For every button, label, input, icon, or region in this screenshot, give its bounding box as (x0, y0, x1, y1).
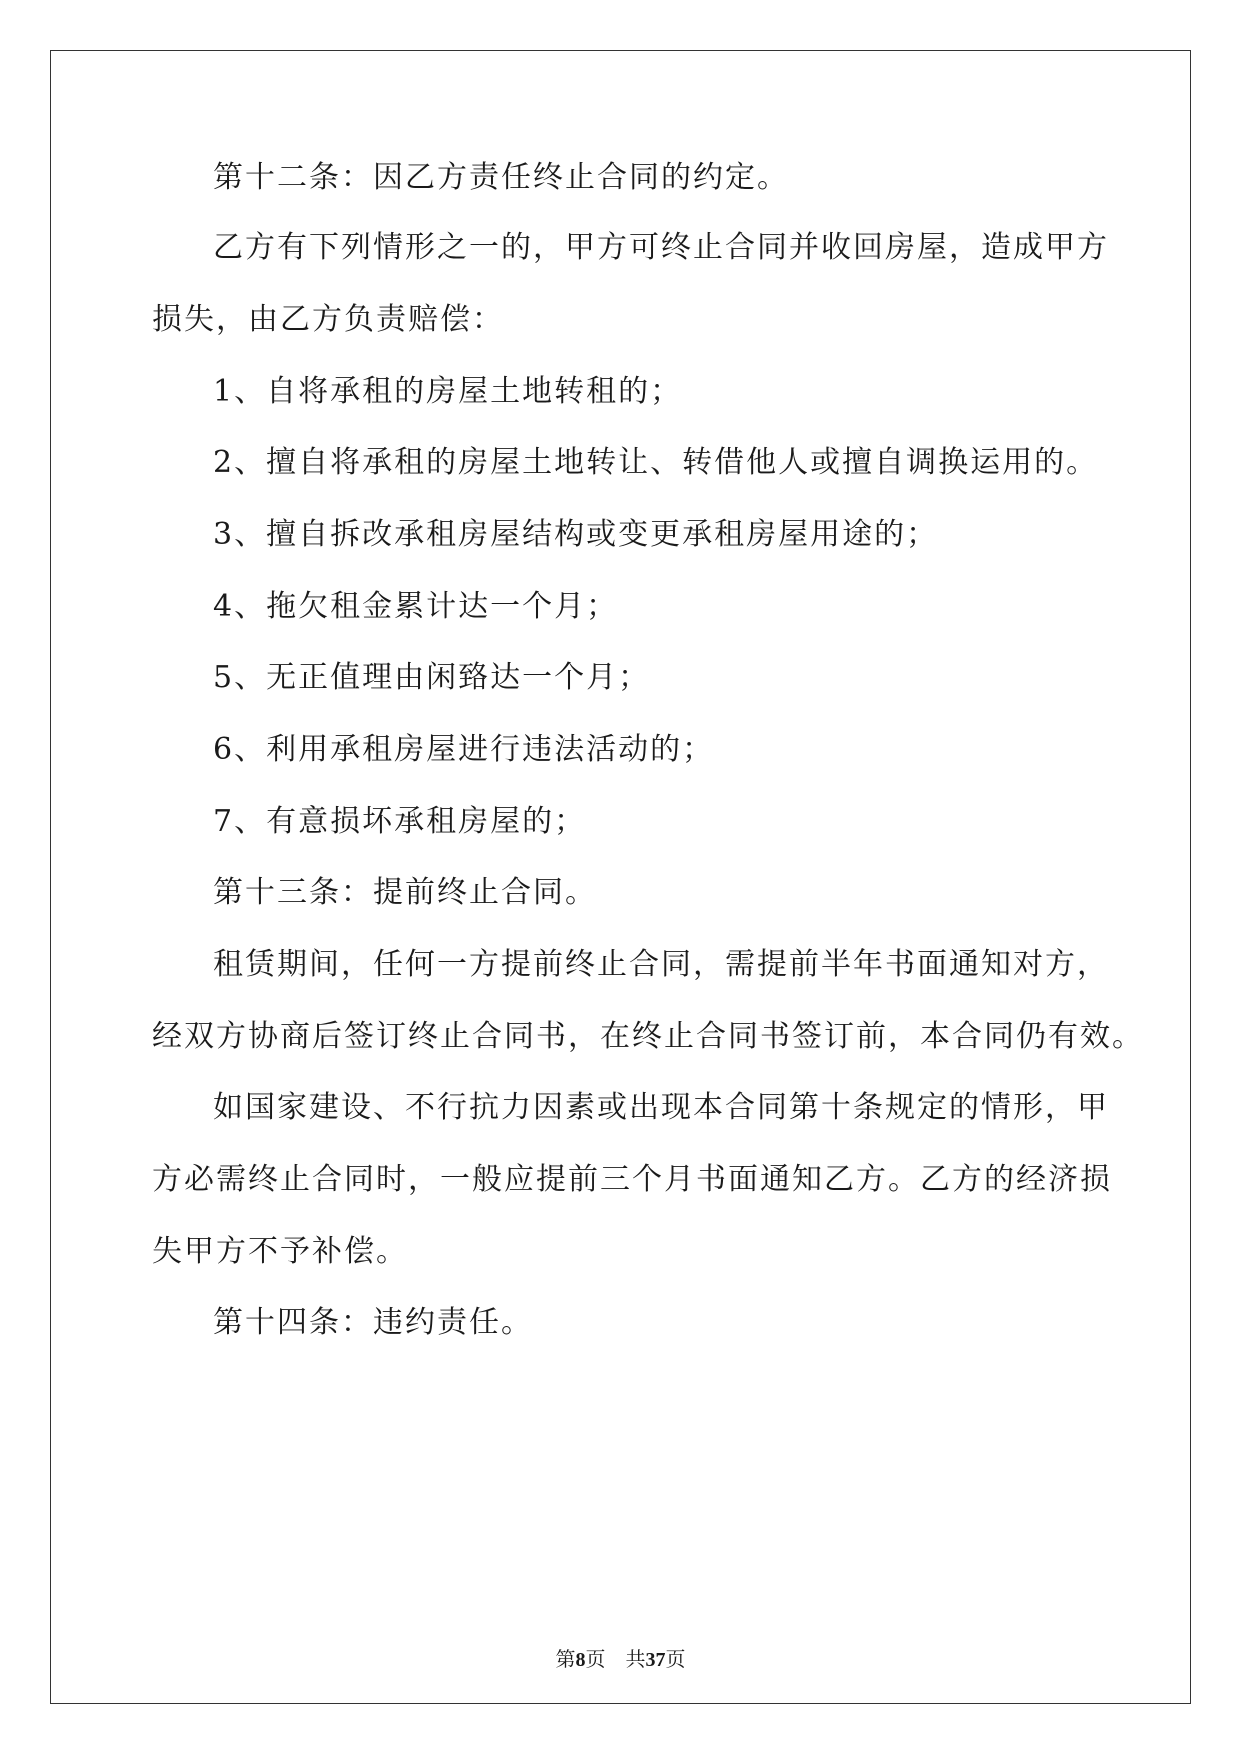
list-item-5: 5、无正值理由闲臵达一个月； (213, 660, 651, 695)
article-12-heading: 第十二条：因乙方责任终止合同的约定。 (213, 160, 789, 195)
list-item-2: 2、擅自将承租的房屋土地转让、转借他人或擅自调换运用的。 (213, 445, 1099, 480)
article-14-heading: 第十四条：违约责任。 (213, 1305, 533, 1340)
total-suffix: 页 (665, 1649, 686, 1671)
total-pages: 37 (645, 1649, 666, 1671)
page-footer (0, 1648, 1241, 1672)
paragraph-line: 租赁期间，任何一方提前终止合同，需提前半年书面通知对方， (213, 947, 1109, 982)
paragraph-line: 方必需终止合同时，一般应提前三个月书面通知乙方。乙方的经济损 (152, 1162, 1112, 1197)
list-item-4: 4、拖欠租金累计达一个月； (213, 589, 619, 624)
paragraph-line: 损失，由乙方负责赔偿： (152, 302, 504, 337)
paragraph-line: 如国家建设、不行抗力因素或出现本合同第十条规定的情形，甲 (213, 1090, 1109, 1125)
page-number: 8 (575, 1649, 586, 1671)
article-13-heading: 第十三条：提前终止合同。 (213, 875, 597, 910)
list-item-3: 3、擅自拆改承租房屋结构或变更承租房屋用途的； (213, 517, 939, 552)
list-item-6: 6、利用承租房屋进行违法活动的； (213, 732, 715, 767)
paragraph-line: 失甲方不予补偿。 (152, 1234, 408, 1269)
list-item-1: 1、自将承租的房屋土地转租的； (213, 374, 683, 409)
paragraph-line: 乙方有下列情形之一的，甲方可终止合同并收回房屋，造成甲方 (213, 230, 1109, 265)
paragraph-line: 经双方协商后签订终止合同书，在终止合同书签订前，本合同仍有效。 (152, 1019, 1144, 1054)
page-suffix: 页 (585, 1649, 606, 1671)
page-prefix: 第 (555, 1649, 576, 1671)
list-item-7: 7、有意损坏承租房屋的； (213, 804, 587, 839)
total-prefix: 共 (625, 1649, 646, 1671)
